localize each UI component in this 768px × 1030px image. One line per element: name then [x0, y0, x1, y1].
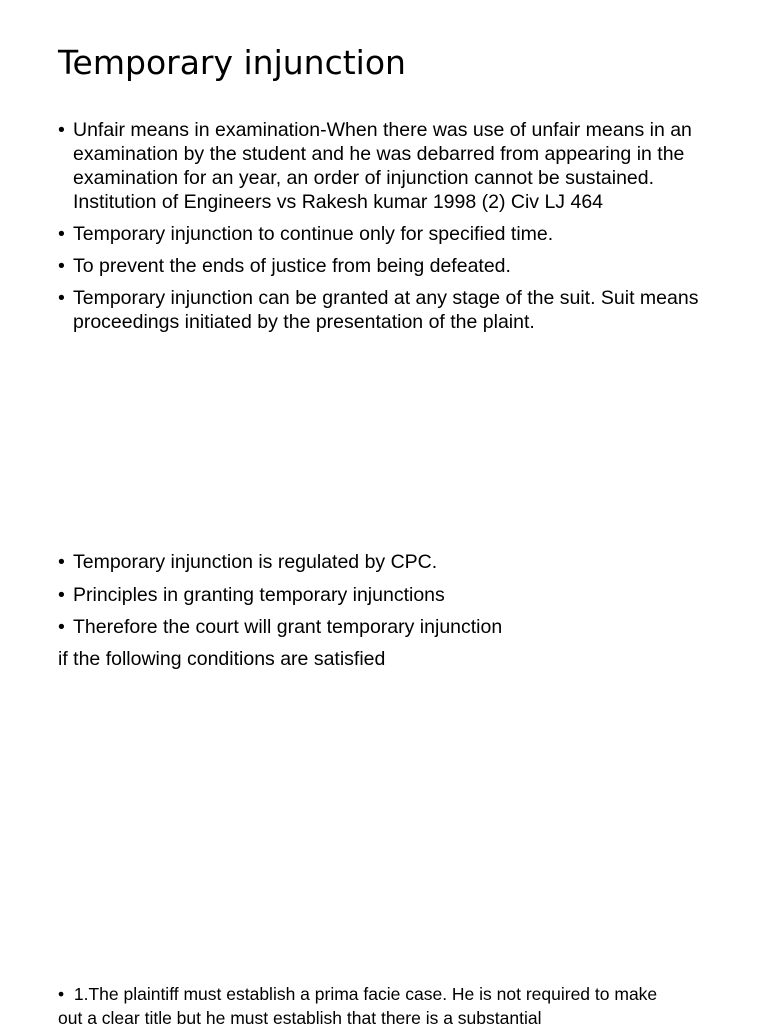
- bullet-list-3: [58, 982, 658, 1030]
- list-item: • 1.The plaintiff must establish a prima facie case. He is not required to make out a clear title but he must establish that there is a substantial: [58, 982, 658, 1030]
- list-item: • Temporary injunction is regulated by CPC.: [58, 550, 708, 574]
- bullet-list-2: [58, 550, 708, 648]
- list-item: • To prevent the ends of justice from being defeated.: [58, 254, 708, 278]
- list-item: • Temporary injunction to continue only for specified time.: [58, 222, 708, 246]
- list-item: • Temporary injunction can be granted at any stage of the suit. Suit means proceedings initiated by the presentation of the plaint.: [58, 286, 708, 334]
- list-item: • Unfair means in examination-When there was use of unfair means in an examination by the student and he was debarred from appearing in the examination for an year, an order of injunction cannot be sustained. Institution of Engineers vs Rakesh kumar 1998 (2) Civ LJ 464: [58, 118, 708, 214]
- list-item: • Therefore the court will grant temporary injunction: [58, 615, 708, 639]
- list-item: • Principles in granting temporary injunctions: [58, 583, 708, 607]
- conditions-line: if the following conditions are satisfied: [58, 648, 386, 670]
- bullet-list-1: [58, 118, 708, 342]
- page-title: Temporary injunction: [58, 43, 406, 82]
